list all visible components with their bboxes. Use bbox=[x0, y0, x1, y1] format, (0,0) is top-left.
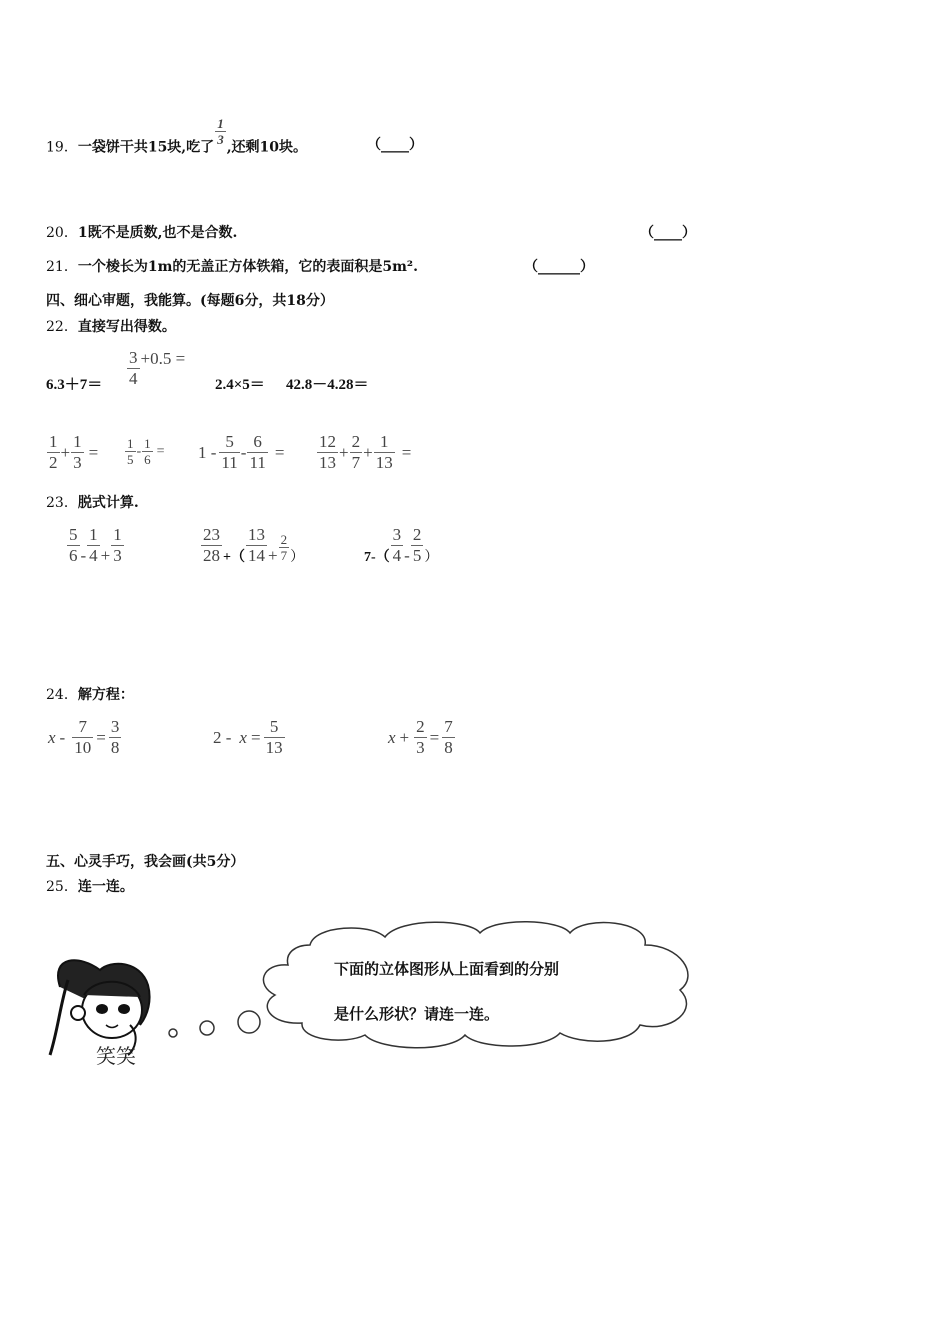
question-22 bbox=[46, 316, 176, 336]
fraction: $\frac{3}{4}$ bbox=[129, 348, 138, 388]
thought-cloud-icon bbox=[263, 922, 688, 1048]
question-number: 20． bbox=[46, 225, 78, 241]
bubble-dot-large bbox=[238, 1011, 260, 1033]
question-25 bbox=[46, 876, 134, 896]
calc-half-plus-third: $\frac{1}{2}$ + $\frac{1}{3}$ = bbox=[49, 432, 99, 472]
calc-23-c: 7-（ $\frac{3}{4}$ - $\frac{2}{5}$ ） bbox=[364, 525, 439, 565]
calc-fifth-minus-sixth: $\frac{1}{5}$ - $\frac{1}{6}$ = bbox=[127, 436, 165, 467]
question-text-b: ,还剩10块。 bbox=[226, 139, 308, 156]
calc-2-4-times-5: 2.4×5＝ bbox=[215, 377, 265, 393]
section-4-title: 四、细心审题，我能算。(每题6分，共18分） bbox=[46, 293, 334, 309]
question-number: 21． bbox=[46, 259, 78, 275]
calc-one-minus-elevenths: 1 - $\frac{5}{11}$ - $\frac{6}{11}$ = bbox=[198, 432, 285, 472]
section-5-title: 五、心灵手巧，我会画(共5分） bbox=[46, 854, 245, 870]
calc-23-b: $\frac{23}{28}$ +（ $\frac{13}{14}$ + $\frac{2}{7}$ ） bbox=[203, 525, 305, 565]
bubble-text-line-2: 是什么形状？请连一连。 bbox=[334, 1005, 500, 1023]
bubble-dot-medium bbox=[200, 1021, 214, 1035]
equation-2: 2 - x = $\frac{5}{13}$ bbox=[213, 717, 283, 757]
question-text-a: 一袋饼干共15块,吃了 bbox=[77, 139, 215, 156]
answer-blank-20[interactable]: （____） bbox=[640, 225, 696, 241]
question-20 bbox=[46, 222, 237, 242]
answer-blank-21[interactable]: （______） bbox=[524, 259, 594, 275]
question-23 bbox=[46, 492, 139, 512]
equation-1: x - $\frac{7}{10}$ = $\frac{3}{8}$ bbox=[48, 717, 120, 757]
thought-illustration bbox=[40, 915, 700, 1075]
question-number: 24． bbox=[46, 687, 78, 703]
question-19 bbox=[46, 116, 308, 163]
calc-3-4-plus-0-5: $\frac{3}{4}$ +0.5 = bbox=[129, 348, 186, 388]
question-title: 直接写出得数。 bbox=[77, 319, 176, 335]
calc-three-fractions-sum: $\frac{12}{13}$ + $\frac{2}{7}$ + $\frac{1}{13}$ = bbox=[319, 432, 412, 472]
question-number: 19． bbox=[46, 139, 78, 156]
calc-23-a: $\frac{5}{6}$ - $\frac{1}{4}$ + $\frac{1}{3}$ bbox=[69, 525, 122, 565]
question-number: 22． bbox=[46, 319, 78, 335]
bubble-dot-small bbox=[169, 1029, 177, 1037]
answer-blank-19[interactable]: （____） bbox=[367, 137, 423, 153]
calc-6-3-plus-7: 6.3＋7＝ bbox=[46, 377, 103, 393]
bubble-text-line-1: 下面的立体图形从上面看到的分别 bbox=[334, 960, 560, 978]
question-number: 23． bbox=[46, 495, 78, 511]
fraction-one-third: $\frac{1}{3}$ bbox=[217, 116, 224, 147]
question-text: 一个棱长为1m的无盖正方体铁箱，它的表面积是5m². bbox=[77, 259, 418, 275]
question-text: 1既不是质数,也不是合数. bbox=[77, 225, 238, 241]
calc-42-8-minus-4-28: 42.8－4.28＝ bbox=[286, 377, 369, 393]
question-title: 解方程： bbox=[77, 687, 134, 703]
character-name-label: 笑笑 bbox=[96, 1044, 136, 1068]
question-title: 连一连。 bbox=[77, 879, 134, 895]
question-title: 脱式计算. bbox=[77, 495, 139, 511]
question-number: 25． bbox=[46, 879, 78, 895]
question-24 bbox=[46, 684, 134, 704]
question-21 bbox=[46, 256, 418, 276]
equation-3: x + $\frac{2}{3}$ = $\frac{7}{8}$ bbox=[388, 717, 453, 757]
